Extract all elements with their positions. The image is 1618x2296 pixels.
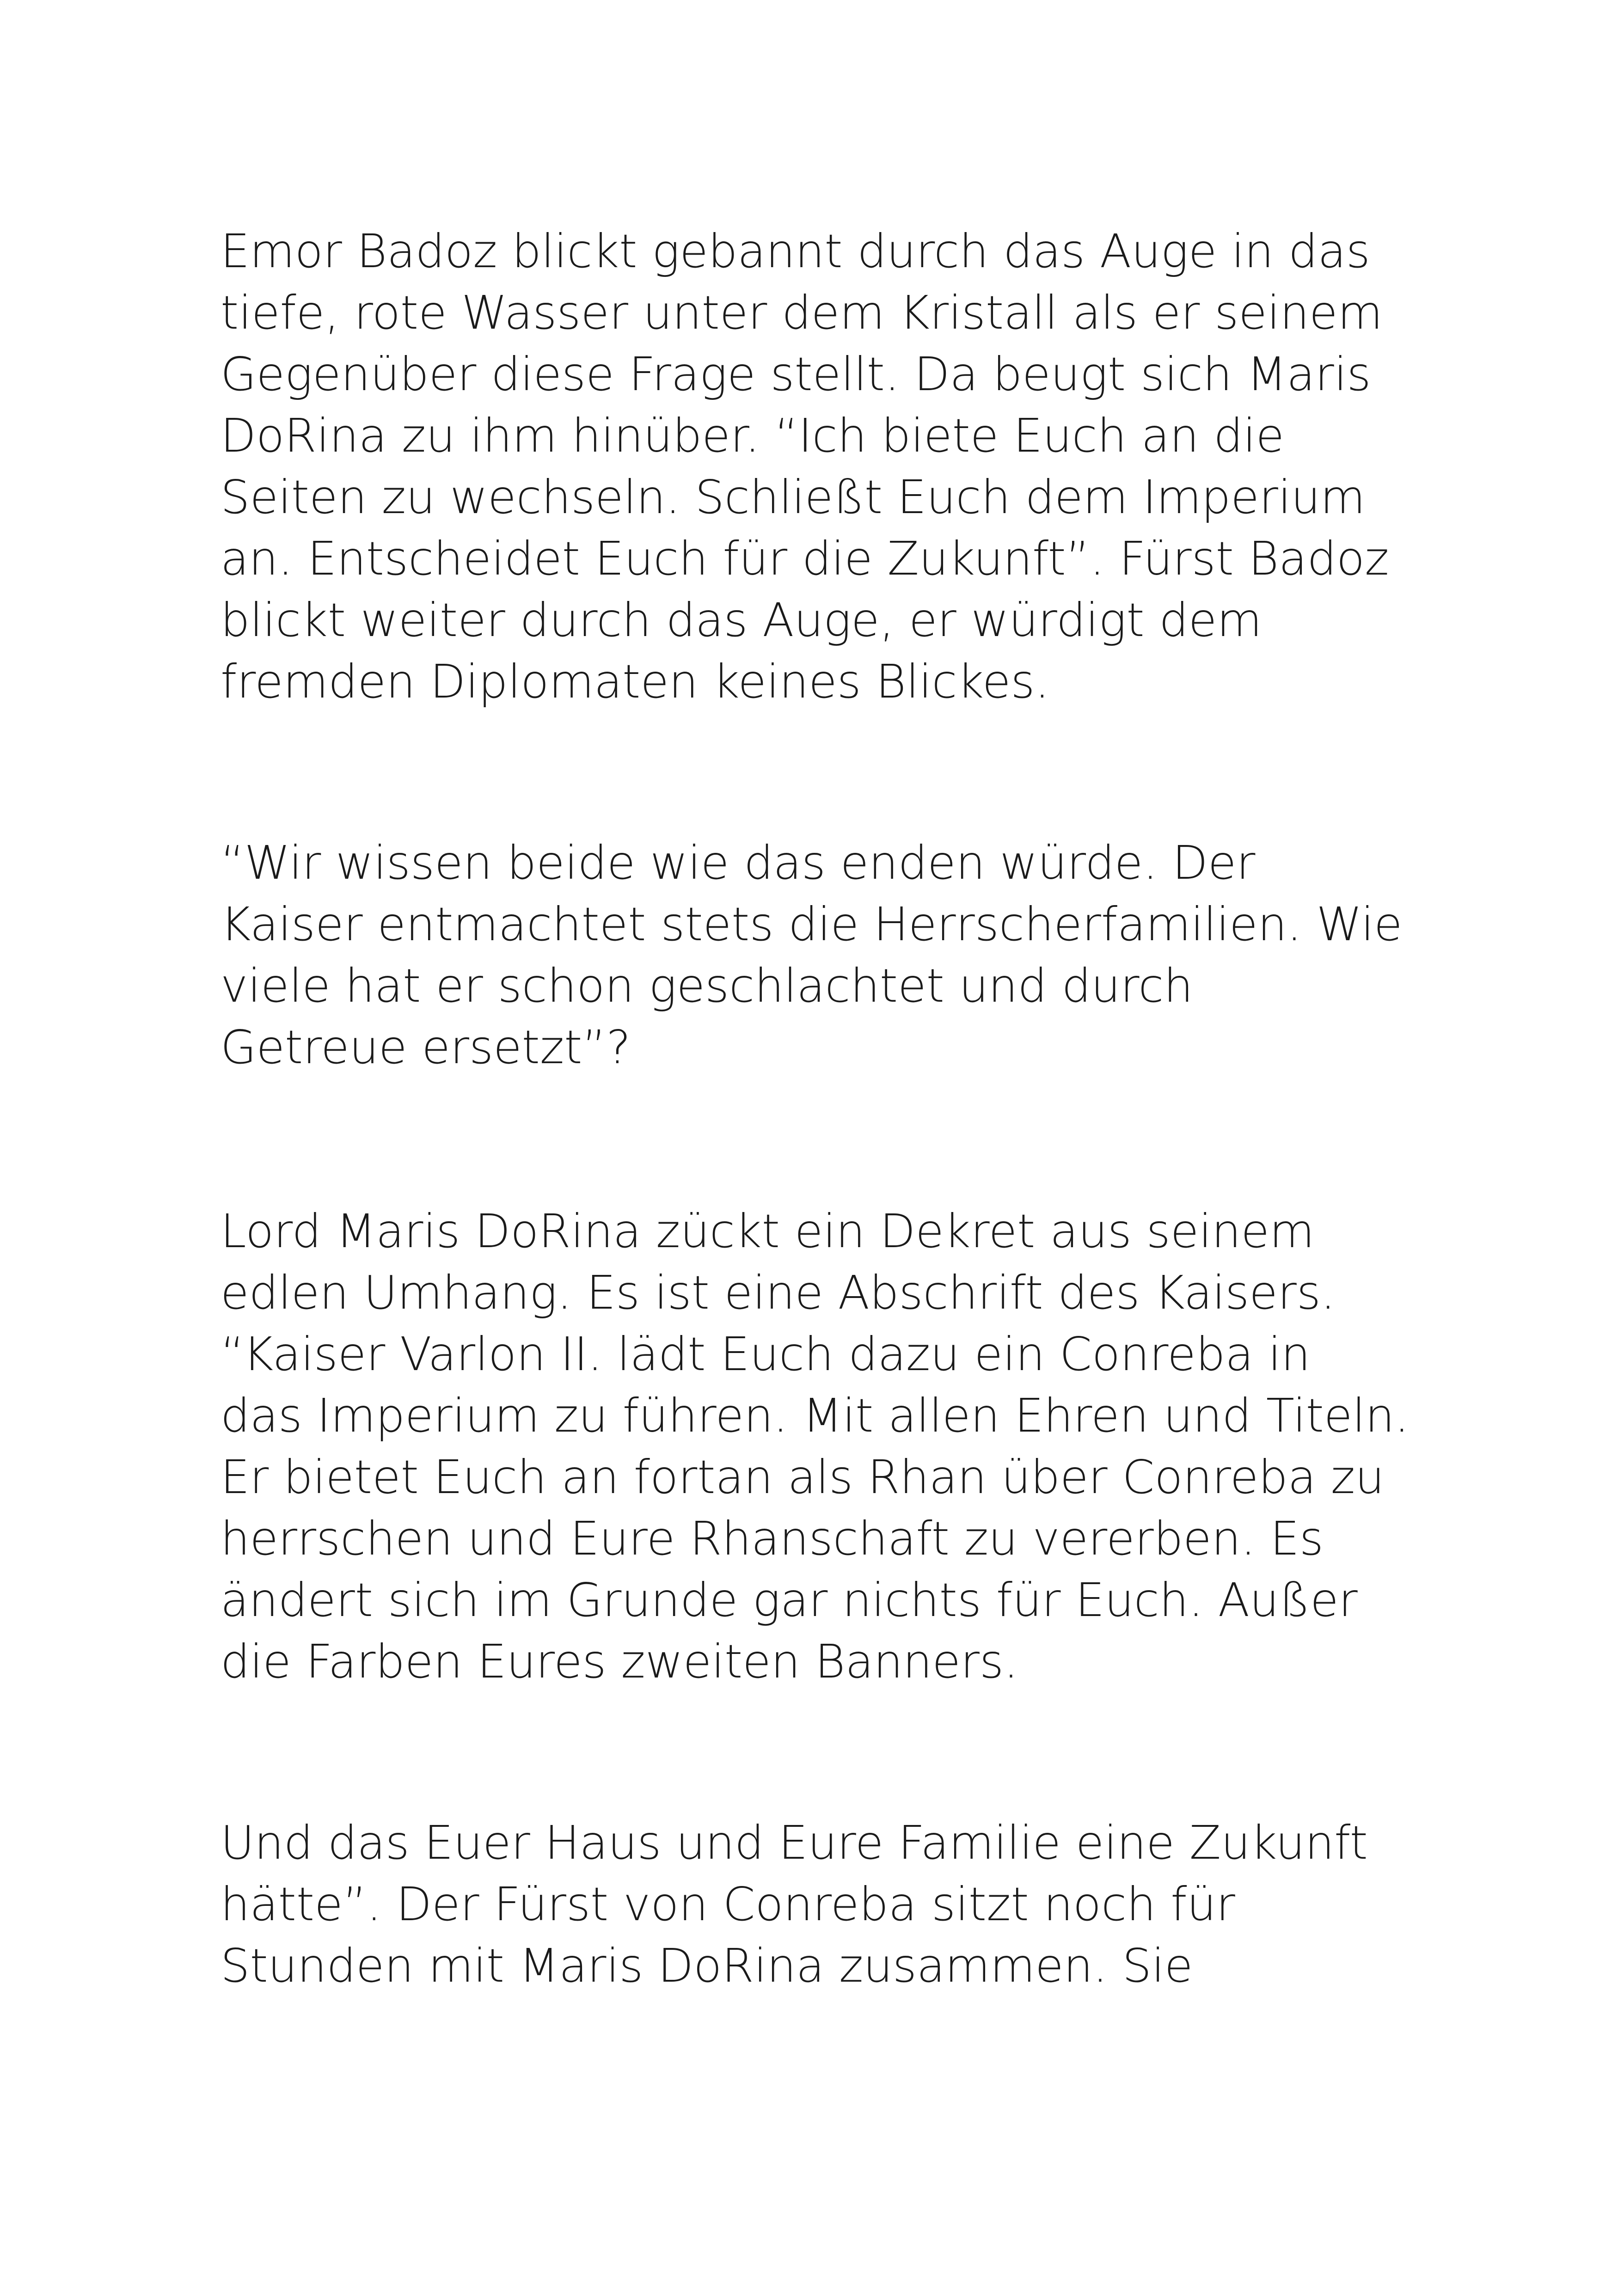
text-line: ändert sich im Grunde gar nichts für Euch. Außer <box>221 1573 1358 1627</box>
text-line: DoRina zu ihm hinüber. “Ich biete Euch an die <box>221 409 1285 463</box>
paragraph-4 <box>221 1812 1404 1996</box>
text-line: an. Entscheidet Euch für die Zukunft”. Fürst Badoz <box>221 532 1389 586</box>
text-line: Stunden mit Maris DoRina zusammen. Sie <box>221 1939 1193 1993</box>
text-line: “Wir wissen beide wie das enden würde. Der <box>221 836 1256 890</box>
text-line: Kaiser entmachtet stets die Herrscherfamilien. Wie <box>221 897 1403 951</box>
text-line: Gegenüber diese Frage stellt. Da beugt sich Maris <box>221 347 1371 401</box>
text-line: viele hat er schon geschlachtet und durch <box>221 959 1193 1013</box>
text-line: Lord Maris DoRina zückt ein Dekret aus seinem <box>221 1204 1315 1258</box>
text-line: hätte”. Der Fürst von Conreba sitzt noch für <box>221 1877 1235 1931</box>
text-line: das Imperium zu führen. Mit allen Ehren und Titeln. <box>221 1389 1410 1443</box>
text-line: fremden Diplomaten keines Blickes. <box>221 655 1050 709</box>
text-line: Emor Badoz blickt gebannt durch das Auge in das <box>221 224 1370 278</box>
text-line: Seiten zu wechseln. Schließt Euch dem Imperium <box>221 470 1366 524</box>
paragraph-3 <box>221 1200 1410 1692</box>
text-line: Getreue ersetzt”? <box>221 1020 631 1074</box>
text-line: edlen Umhang. Es ist eine Abschrift des Kaisers. <box>221 1266 1336 1320</box>
text-line: herrschen und Eure Rhanschaft zu vererben. Es <box>221 1512 1324 1566</box>
text-line: tiefe, rote Wasser unter dem Kristall als er seinem <box>221 286 1383 340</box>
paragraph-2 <box>221 832 1404 1078</box>
text-line: blickt weiter durch das Auge, er würdigt dem <box>221 593 1262 647</box>
text-line: Und das Euer Haus und Eure Familie eine Zukunft <box>221 1816 1368 1870</box>
text-line: die Farben Eures zweiten Banners. <box>221 1635 1018 1689</box>
text-line: “Kaiser Varlon II. lädt Euch dazu ein Conreba in <box>221 1327 1311 1381</box>
text-line: Er bietet Euch an fortan als Rhan über Conreba zu <box>221 1450 1385 1504</box>
paragraph-1 <box>221 220 1404 712</box>
